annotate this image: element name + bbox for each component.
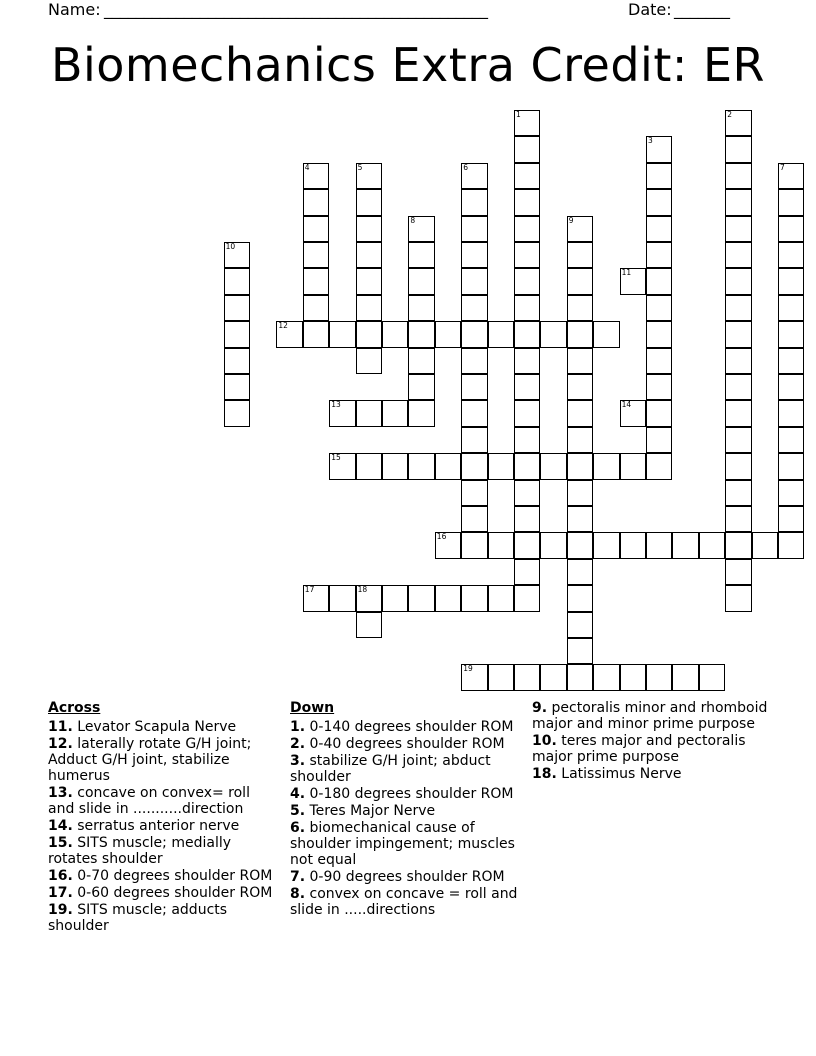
crossword-cell[interactable] — [725, 189, 751, 215]
clue-item — [290, 820, 522, 868]
crossword-cell[interactable] — [514, 163, 540, 189]
crossword-cell[interactable] — [329, 400, 355, 426]
date-label: Date: — [628, 0, 672, 19]
crossword-cell[interactable] — [408, 348, 434, 374]
crossword-cell[interactable] — [646, 216, 672, 242]
crossword-cell[interactable] — [778, 374, 804, 400]
crossword-cell[interactable] — [514, 321, 540, 347]
clue-text: stabilize G/H joint; abduct shoulder — [290, 753, 491, 785]
crossword-cell[interactable] — [725, 532, 751, 558]
crossword-cell[interactable] — [461, 321, 487, 347]
clue-text: 0-90 degrees shoulder ROM — [305, 869, 505, 885]
crossword-cell[interactable] — [567, 612, 593, 638]
crossword-cell[interactable] — [778, 295, 804, 321]
crossword-cell[interactable] — [567, 242, 593, 268]
crossword-cell[interactable] — [778, 348, 804, 374]
crossword-cell[interactable] — [303, 321, 329, 347]
clue-item — [48, 785, 280, 817]
clue-item — [290, 886, 522, 918]
clue-text: Teres Major Nerve — [305, 803, 436, 819]
clue-number: 3 — [648, 136, 653, 146]
crossword-cell[interactable] — [567, 427, 593, 453]
down-list-continued — [532, 700, 772, 782]
clue-text: biomechanical cause of shoulder impingement; muscles not equal — [290, 820, 515, 868]
crossword-cell[interactable] — [567, 268, 593, 294]
across-heading: Across — [48, 700, 101, 716]
crossword-cell[interactable] — [408, 453, 434, 479]
clue-num: 19. — [48, 902, 73, 918]
crossword-cell[interactable] — [567, 532, 593, 558]
crossword-cell[interactable] — [435, 532, 461, 558]
clue-number: 8 — [410, 215, 416, 225]
crossword-cell[interactable] — [329, 453, 355, 479]
clue-num: 11. — [48, 719, 73, 735]
crossword-cell[interactable] — [646, 400, 672, 426]
clue-item — [48, 868, 280, 884]
crossword-cell[interactable] — [620, 400, 646, 426]
crossword-cell[interactable] — [514, 427, 540, 453]
clue-text: pectoralis minor and rhomboid major and minor prime purpose — [532, 700, 768, 732]
crossword-cell[interactable] — [646, 189, 672, 215]
crossword-cell[interactable] — [408, 321, 434, 347]
clue-number: 7 — [780, 162, 785, 172]
crossword-cell[interactable] — [461, 189, 487, 215]
crossword-cell[interactable] — [514, 189, 540, 215]
clue-num: 16. — [48, 868, 73, 884]
crossword-cell[interactable] — [725, 163, 751, 189]
crossword-cell[interactable] — [725, 348, 751, 374]
crossword-cell[interactable] — [461, 295, 487, 321]
crossword-cell[interactable] — [224, 321, 250, 347]
crossword-cell[interactable] — [329, 321, 355, 347]
crossword-cell[interactable] — [725, 242, 751, 268]
clue-text: convex on concave = roll and slide in .....directions — [290, 886, 518, 918]
crossword-cell[interactable] — [620, 664, 646, 690]
crossword-cell[interactable] — [514, 216, 540, 242]
crossword-cell[interactable] — [408, 400, 434, 426]
crossword-cell[interactable] — [435, 453, 461, 479]
crossword-cell[interactable] — [514, 295, 540, 321]
crossword-cell[interactable] — [514, 374, 540, 400]
crossword-cell[interactable] — [540, 453, 566, 479]
crossword-cell[interactable] — [382, 321, 408, 347]
clue-text: 0-60 degrees shoulder ROM — [72, 885, 273, 901]
clue-number: 2 — [727, 110, 732, 119]
date-field[interactable]: _______ — [674, 0, 730, 19]
crossword-cell[interactable] — [224, 374, 250, 400]
crossword-cell[interactable] — [356, 216, 382, 242]
clue-number: 4 — [304, 162, 310, 172]
crossword-cell[interactable] — [725, 400, 751, 426]
crossword-cell[interactable] — [356, 348, 382, 374]
crossword-cell[interactable] — [699, 664, 725, 690]
crossword-cell[interactable] — [224, 295, 250, 321]
crossword-cell[interactable] — [356, 268, 382, 294]
crossword-cell[interactable] — [567, 506, 593, 532]
crossword-cell[interactable] — [356, 242, 382, 268]
crossword-cell[interactable] — [672, 664, 698, 690]
crossword-cell[interactable] — [356, 400, 382, 426]
crossword-cell[interactable] — [461, 374, 487, 400]
crossword-cell[interactable] — [593, 453, 619, 479]
crossword-cell[interactable] — [356, 321, 382, 347]
clue-item — [290, 786, 522, 802]
crossword-cell[interactable] — [778, 453, 804, 479]
crossword-cell[interactable] — [461, 400, 487, 426]
crossword-cell[interactable] — [646, 136, 672, 162]
crossword-cell[interactable] — [514, 348, 540, 374]
crossword-cell[interactable] — [514, 110, 540, 136]
clue-text: Latissimus Nerve — [556, 766, 682, 782]
page-title: Biomechanics Extra Credit: ER — [50, 38, 766, 92]
crossword-cell[interactable] — [567, 664, 593, 690]
clue-text: serratus anterior nerve — [72, 818, 240, 834]
crossword-cell[interactable] — [408, 242, 434, 268]
crossword-cell[interactable] — [725, 295, 751, 321]
crossword-cell[interactable] — [540, 664, 566, 690]
crossword-cell[interactable] — [646, 163, 672, 189]
clue-number: 6 — [463, 162, 468, 172]
crossword-cell[interactable] — [276, 321, 302, 347]
crossword-cell[interactable] — [461, 268, 487, 294]
clue-text: laterally rotate G/H joint; Adduct G/H joint, stabilize humerus — [48, 736, 252, 784]
crossword-cell[interactable] — [488, 321, 514, 347]
crossword-cell[interactable] — [461, 532, 487, 558]
crossword-cell[interactable] — [514, 664, 540, 690]
clue-item — [48, 885, 280, 901]
crossword-cell[interactable] — [646, 295, 672, 321]
crossword-cell[interactable] — [620, 532, 646, 558]
crossword-cell[interactable] — [725, 480, 751, 506]
crossword-cell[interactable] — [488, 453, 514, 479]
crossword-cell[interactable] — [435, 321, 461, 347]
crossword-cell[interactable] — [567, 638, 593, 664]
crossword-cell[interactable] — [224, 268, 250, 294]
crossword-cell[interactable] — [514, 268, 540, 294]
crossword-cell[interactable] — [593, 664, 619, 690]
crossword-cell[interactable] — [514, 242, 540, 268]
crossword-cell[interactable] — [672, 532, 698, 558]
name-field[interactable]: ________________________________________________ — [104, 0, 488, 19]
crossword-cell[interactable] — [646, 242, 672, 268]
clue-number: 18 — [357, 585, 368, 595]
crossword-cell[interactable] — [778, 189, 804, 215]
clue-num: 15. — [48, 835, 73, 851]
crossword-cell[interactable] — [514, 136, 540, 162]
crossword-cell[interactable] — [514, 585, 540, 611]
crossword-cell[interactable] — [567, 374, 593, 400]
down-clues — [290, 700, 522, 919]
crossword-cell[interactable] — [356, 163, 382, 189]
crossword-cell[interactable] — [356, 453, 382, 479]
clue-text: Levator Scapula Nerve — [72, 719, 237, 735]
crossword-cell[interactable] — [461, 163, 487, 189]
clue-text: SITS muscle; adducts shoulder — [48, 902, 228, 934]
clue-num: 14. — [48, 818, 73, 834]
clue-number: 13 — [331, 400, 341, 410]
crossword-cell[interactable] — [778, 532, 804, 558]
crossword-cell[interactable] — [461, 480, 487, 506]
crossword-cell[interactable] — [778, 268, 804, 294]
crossword-cell[interactable] — [752, 532, 778, 558]
crossword-cell[interactable] — [725, 110, 751, 136]
crossword-cell[interactable] — [778, 427, 804, 453]
crossword-cell[interactable] — [778, 163, 804, 189]
crossword-cell[interactable] — [778, 216, 804, 242]
crossword-cell[interactable] — [461, 216, 487, 242]
crossword-cell[interactable] — [514, 532, 540, 558]
crossword-cell[interactable] — [408, 585, 434, 611]
crossword-cell[interactable] — [567, 585, 593, 611]
clue-num: 2. — [290, 736, 306, 752]
crossword-cell[interactable] — [646, 321, 672, 347]
clue-number: 16 — [436, 532, 447, 542]
crossword-cell[interactable] — [461, 242, 487, 268]
crossword-cell[interactable] — [778, 242, 804, 268]
crossword-cell[interactable] — [567, 321, 593, 347]
clue-item — [290, 753, 522, 785]
crossword-cell[interactable] — [408, 295, 434, 321]
crossword-cell[interactable] — [514, 506, 540, 532]
clue-item — [290, 719, 522, 735]
crossword-cell[interactable] — [408, 268, 434, 294]
crossword-cell[interactable] — [567, 400, 593, 426]
crossword-cell[interactable] — [593, 321, 619, 347]
crossword-cell[interactable] — [620, 268, 646, 294]
clue-text: teres major and pectoralis major prime purpose — [532, 733, 746, 765]
crossword-cell[interactable] — [303, 295, 329, 321]
crossword-cell[interactable] — [514, 480, 540, 506]
clue-text: SITS muscle; medially rotates shoulder — [48, 835, 232, 867]
clue-number: 9 — [568, 215, 574, 225]
clue-number: 5 — [357, 162, 363, 172]
crossword-cell[interactable] — [303, 268, 329, 294]
crossword-cell[interactable] — [303, 189, 329, 215]
clue-number: 17 — [304, 585, 315, 595]
crossword-cell[interactable] — [567, 559, 593, 585]
crossword-cell[interactable] — [725, 268, 751, 294]
clue-text: 0-180 degrees shoulder ROM — [305, 786, 514, 802]
crossword-cell[interactable] — [356, 585, 382, 611]
crossword-cell[interactable] — [461, 427, 487, 453]
clue-item — [532, 766, 772, 782]
crossword-cell[interactable] — [646, 453, 672, 479]
crossword-cell[interactable] — [303, 585, 329, 611]
crossword-cell[interactable] — [356, 612, 382, 638]
clue-num: 3. — [290, 753, 306, 769]
name-label: Name: — [48, 0, 101, 19]
crossword-cell[interactable] — [699, 532, 725, 558]
clue-num: 7. — [290, 869, 306, 885]
crossword-cell[interactable] — [461, 453, 487, 479]
crossword-cell[interactable] — [488, 532, 514, 558]
crossword-cell[interactable] — [725, 453, 751, 479]
clue-number: 12 — [278, 321, 288, 331]
crossword-cell[interactable] — [725, 321, 751, 347]
clue-number: 11 — [621, 268, 632, 278]
crossword-cell[interactable] — [461, 664, 487, 690]
clue-item — [290, 803, 522, 819]
crossword-cell[interactable] — [488, 664, 514, 690]
clue-item — [48, 719, 280, 735]
crossword-cell[interactable] — [725, 216, 751, 242]
clue-num: 17. — [48, 885, 73, 901]
crossword-cell[interactable] — [224, 348, 250, 374]
clue-number: 14 — [621, 400, 632, 410]
crossword-cell[interactable] — [567, 453, 593, 479]
clue-num: 10. — [532, 733, 557, 749]
crossword-cell[interactable] — [567, 216, 593, 242]
clue-num: 8. — [290, 886, 306, 902]
clue-num: 1. — [290, 719, 306, 735]
crossword-cell[interactable] — [646, 374, 672, 400]
down-heading: Down — [290, 700, 335, 716]
crossword-cell[interactable] — [303, 216, 329, 242]
crossword-cell[interactable] — [646, 268, 672, 294]
clue-item — [290, 736, 522, 752]
crossword-cell[interactable] — [620, 453, 646, 479]
clue-item — [48, 736, 280, 784]
crossword-cell[interactable] — [567, 348, 593, 374]
crossword-cell[interactable] — [382, 400, 408, 426]
crossword-cell[interactable] — [461, 585, 487, 611]
down-clues-continued — [532, 700, 772, 783]
crossword-cell[interactable] — [461, 348, 487, 374]
crossword-cell[interactable] — [488, 585, 514, 611]
clue-number: 10 — [225, 242, 236, 251]
crossword-cell[interactable] — [646, 664, 672, 690]
crossword-cell[interactable] — [514, 453, 540, 479]
down-list — [290, 719, 522, 918]
crossword-cell[interactable] — [356, 189, 382, 215]
crossword-cell[interactable] — [778, 480, 804, 506]
clue-text: 0-140 degrees shoulder ROM — [305, 719, 514, 735]
clue-number: 19 — [463, 664, 473, 674]
crossword-cell[interactable] — [725, 374, 751, 400]
clue-number: 15 — [331, 453, 341, 463]
crossword-cell[interactable] — [725, 559, 751, 585]
crossword-cell[interactable] — [646, 532, 672, 558]
crossword-cell[interactable] — [646, 348, 672, 374]
crossword-cell[interactable] — [329, 585, 355, 611]
clue-item — [532, 733, 772, 765]
crossword-cell[interactable] — [303, 163, 329, 189]
clue-item — [48, 835, 280, 867]
crossword-cell[interactable] — [408, 374, 434, 400]
crossword-cell[interactable] — [567, 295, 593, 321]
clue-text: 0-40 degrees shoulder ROM — [305, 736, 505, 752]
crossword-cell[interactable] — [540, 321, 566, 347]
clue-num: 4. — [290, 786, 306, 802]
clue-text: concave on convex= roll and slide in ...........direction — [48, 785, 250, 817]
clue-num: 13. — [48, 785, 73, 801]
crossword-cell[interactable] — [514, 559, 540, 585]
crossword-cell[interactable] — [224, 400, 250, 426]
crossword-cell[interactable] — [382, 453, 408, 479]
crossword-cell[interactable] — [356, 295, 382, 321]
clue-num: 18. — [532, 766, 557, 782]
crossword-cell[interactable] — [567, 480, 593, 506]
crossword-cell[interactable] — [593, 532, 619, 558]
clue-item — [48, 818, 280, 834]
crossword-cell[interactable] — [461, 506, 487, 532]
crossword-cell[interactable] — [303, 242, 329, 268]
clue-text: 0-70 degrees shoulder ROM — [72, 868, 273, 884]
clue-number: 1 — [516, 110, 521, 119]
across-list — [48, 719, 280, 934]
crossword-cell[interactable] — [382, 585, 408, 611]
clue-num: 12. — [48, 736, 73, 752]
crossword-cell[interactable] — [778, 400, 804, 426]
crossword-cell[interactable] — [725, 136, 751, 162]
clue-item — [532, 700, 772, 732]
clue-item — [290, 869, 522, 885]
crossword-cell[interactable] — [725, 585, 751, 611]
crossword-cell[interactable] — [725, 427, 751, 453]
crossword-cell[interactable] — [725, 506, 751, 532]
clue-item — [48, 902, 280, 934]
clue-num: 5. — [290, 803, 306, 819]
clue-num: 6. — [290, 820, 306, 836]
crossword-cell[interactable] — [224, 242, 250, 268]
clue-num: 9. — [532, 700, 548, 716]
crossword-cell[interactable] — [435, 585, 461, 611]
across-clues — [48, 700, 280, 935]
crossword-cell[interactable] — [778, 321, 804, 347]
crossword-cell[interactable] — [646, 427, 672, 453]
crossword-cell[interactable] — [514, 400, 540, 426]
crossword-cell[interactable] — [778, 506, 804, 532]
crossword-cell[interactable] — [540, 532, 566, 558]
crossword-cell[interactable] — [408, 216, 434, 242]
